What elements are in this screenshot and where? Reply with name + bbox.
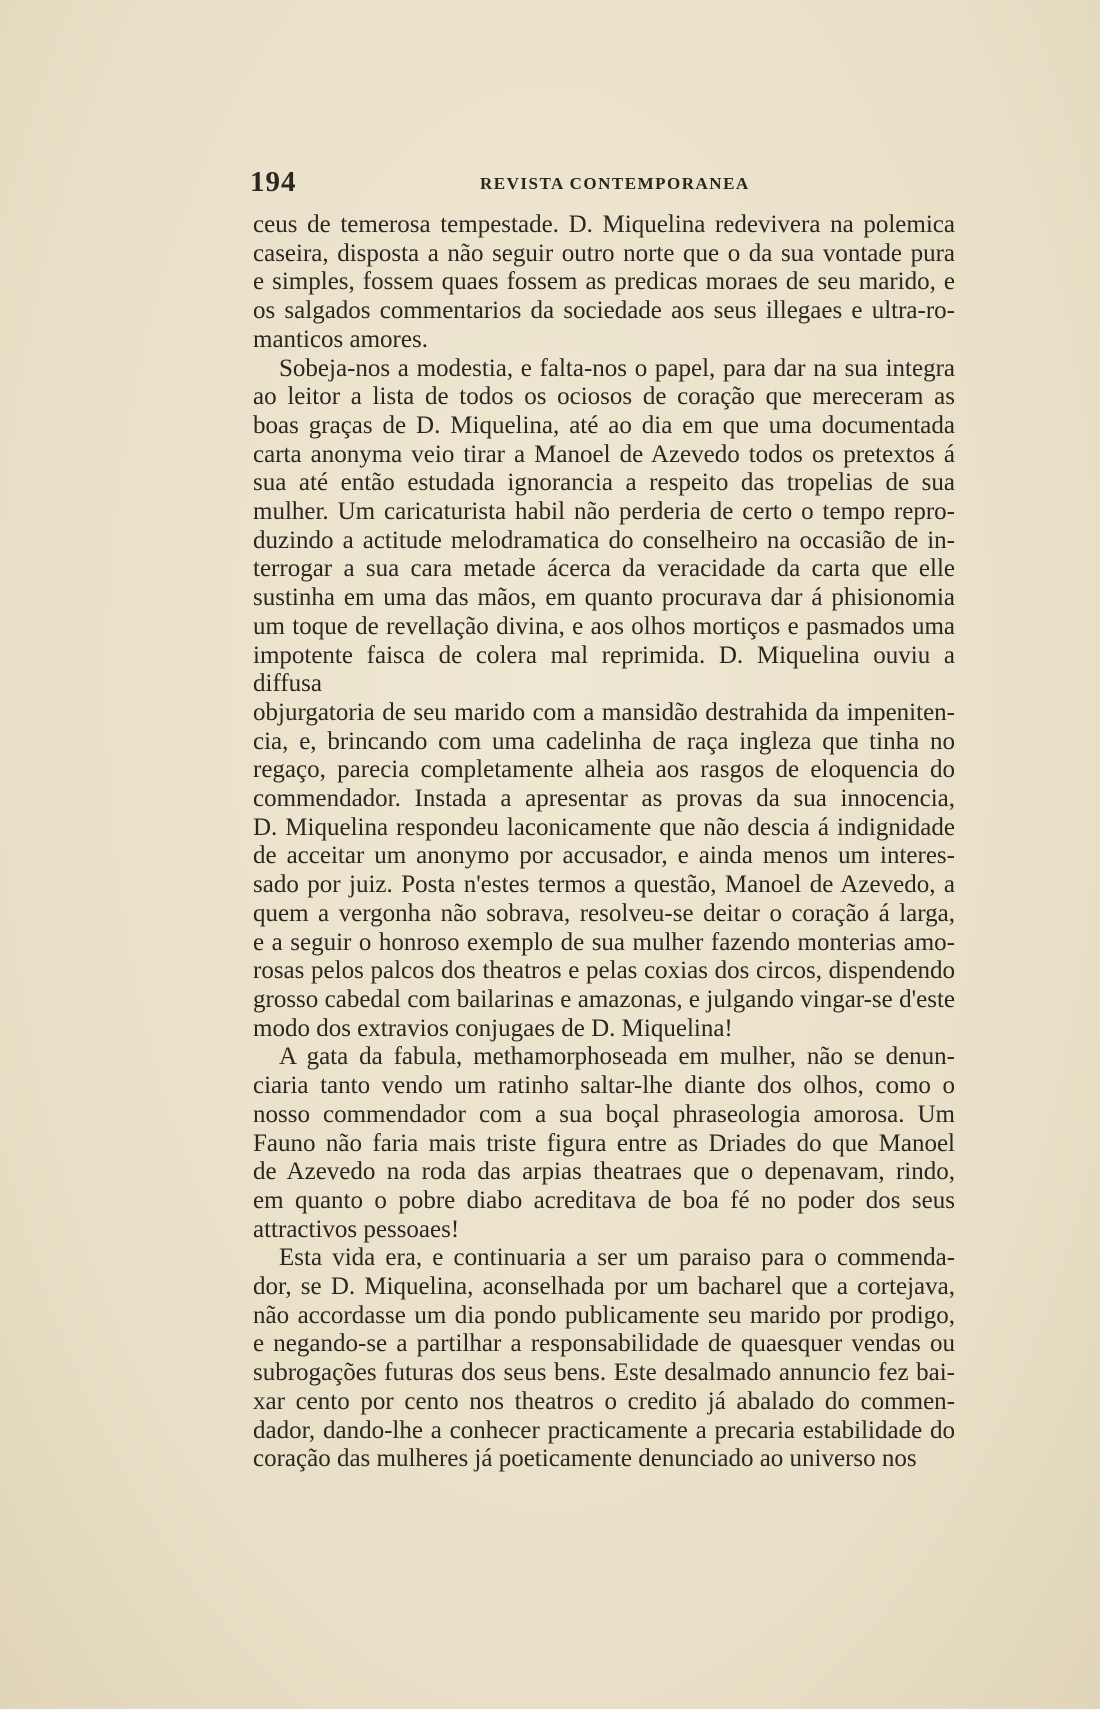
text-line: D. Miquelina respondeu laconicamente que não descia á indignidade (253, 813, 955, 841)
text-line: regaço, parecia completamente alheia aos rasgos de eloquencia do (253, 756, 955, 784)
text-line: objurgatoria de seu marido com a mansidão destrahida da impeniten- (253, 698, 955, 726)
text-line: dador, dando-lhe a conhecer practicamente a precaria estabilidade do (253, 1416, 955, 1444)
text-line: ceus de temerosa tempestade. D. Miquelina redevivera na polemica (253, 211, 955, 238)
text-line: Fauno não faria mais triste figura entre as Driades do que Manoel (253, 1129, 955, 1157)
text-line: ao leitor a lista de todos os ociosos de coração que mereceram as (253, 383, 955, 411)
text-line: Esta vida era, e continuaria a ser um paraiso para o commenda- (279, 1244, 955, 1272)
text-line: e simples, fossem quaes fossem as predicas moraes de seu marido, e (253, 268, 955, 296)
page-number: 194 (250, 166, 297, 198)
text-line: nosso commendador com a sua boçal phraseologia amorosa. Um (253, 1100, 955, 1128)
text-line: e a seguir o honroso exemplo de sua mulher fazendo monterias amo- (253, 928, 955, 956)
text-line: um toque de revellação divina, e aos olhos mortiços e pasmados uma (253, 612, 955, 640)
text-line: carta anonyma veio tirar a Manoel de Azevedo todos os pretextos á (253, 440, 955, 468)
running-title: REVISTA CONTEMPORANEA (480, 174, 750, 193)
text-line: duzindo a actitude melodramatica do conselheiro na occasião de in- (253, 526, 955, 554)
text-line: cia, e, brincando com uma cadelinha de raça ingleza que tinha no (253, 727, 955, 755)
text-line: terrogar a sua cara metade ácerca da veracidade da carta que elle (253, 555, 955, 583)
text-line: caseira, disposta a não seguir outro norte que o da sua vontade pura (253, 239, 955, 267)
text-line: attractivos pessoaes! (253, 1215, 460, 1243)
text-line: coração das mulheres já poeticamente denunciado ao universo nos (253, 1445, 917, 1473)
text-line: os salgados commentarios da sociedade aos seus illegaes e ultra-ro- (253, 297, 955, 325)
text-line: de Azevedo na roda das arpias theatraes que o depenavam, rindo, (253, 1158, 955, 1186)
text-line: impotente faisca de colera mal reprimida. D. Miquelina ouviu a diffusa (253, 641, 955, 698)
text-line: grosso cabedal com bailarinas e amazonas, e julgando vingar-se d'este (253, 985, 955, 1013)
body-text (253, 211, 955, 1474)
text-line: rosas pelos palcos dos theatros e pelas coxias dos circos, dispendendo (253, 957, 955, 985)
page-header (250, 166, 958, 200)
text-line: sustinha em uma das mãos, em quanto procurava dar á phisionomia (253, 584, 955, 612)
text-line: em quanto o pobre diabo acreditava de boa fé no poder dos seus (253, 1186, 955, 1214)
text-line: não accordasse um dia pondo publicamente seu marido por prodigo, (253, 1301, 955, 1329)
text-line: commendador. Instada a apresentar as provas da sua innocencia, (253, 785, 955, 813)
text-line: sado por juiz. Posta n'estes termos a questão, Manoel de Azevedo, a (253, 871, 955, 899)
text-line: dor, se D. Miquelina, aconselhada por um bacharel que a cortejava, (253, 1273, 955, 1301)
text-line: A gata da fabula, methamorphoseada em mulher, não se denun- (279, 1043, 955, 1071)
text-line: subrogações futuras dos seus bens. Este desalmado annuncio fez bai- (253, 1359, 955, 1387)
text-line: sua até então estudada ignorancia a respeito das tropelias de sua (253, 469, 955, 497)
text-line: manticos amores. (253, 325, 428, 353)
text-line: de acceitar um anonymo por accusador, e ainda menos um interes- (253, 842, 955, 870)
text-line: boas graças de D. Miquelina, até ao dia em que uma documentada (253, 411, 955, 439)
text-line: xar cento por cento nos theatros o credito já abalado do commen- (253, 1387, 955, 1415)
text-line: e negando-se a partilhar a responsabilidade de quaesquer vendas ou (253, 1330, 955, 1358)
text-line: Sobeja-nos a modestia, e falta-nos o papel, para dar na sua integra (279, 354, 955, 382)
text-line: quem a vergonha não sobrava, resolveu-se deitar o coração á larga, (253, 899, 955, 927)
text-line: mulher. Um caricaturista habil não perderia de certo o tempo repro- (253, 498, 955, 526)
text-line: modo dos extravios conjugaes de D. Miquelina! (253, 1014, 733, 1042)
text-line: ciaria tanto vendo um ratinho saltar-lhe diante dos olhos, como o (253, 1072, 955, 1100)
